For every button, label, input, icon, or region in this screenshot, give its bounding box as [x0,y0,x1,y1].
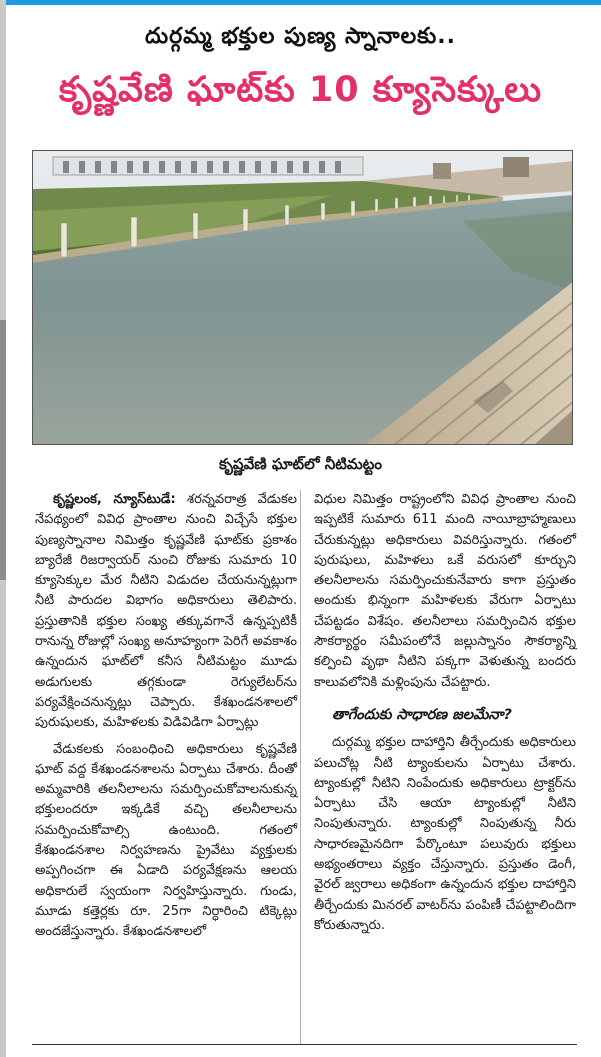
article-text-3: విధుల నిమిత్తం రాష్ట్రంలోని వివిధ ప్రాంతాల నుంచి ఇప్పటికే సుమారు 611 మంది నాయీబ్రాహ్మణులు చేరుకున్నట్లు అధికారులు వివరిస్తున్నారు. గతంలో పురుషులు, మహిళలు ఒకే వరుసలో కూర్చుని తలనీలాలను సమర్పించుకునేవారు కాగా ప్రస్తుతం అందుకు భిన్నంగా మహిళలకు వేరుగా ఏర్పాటు చేపట్టడం విశేషం. తలనీలాలు సమర్పించిన భక్తుల సౌకర్యార్థం సమీపంలోనే జల్లుస్నానం సౌకర్యాన్ని కల్పించి వృథా నీటిని పక్కగా వెళుతున్న బందరు కాలువలోనికి మళ్లింపును చేపట్టారు. [314,492,576,690]
top-accent-rule [0,0,601,5]
kicker-heading: దుర్గమ్మ భక్తుల పుణ్య స్నానాలకు.. [144,24,456,49]
article-text-4: దుర్గమ్మ భక్తుల దాహార్తిని తీర్చేందుకు అధికారులు పలుచోట్ల నీటి ట్యాంకులను ఏర్పాటు చేశారు. ట్యాంకుల్లో నీటిని నింపేందుకు అధికారులు ట్రాక్టర్‌ను ఏర్పాటు చేసి ఆయా ట్యాంకుల్లో నీటిని నింపుతున్నారు. ట్యాంకుల్లో నింపుతున్న నీరు సాధారణమైనదిగా పేర్కొంటూ పలువురు భక్తులు అభ్యంతరాలు వ్యక్తం చేస్తున్నారు. ప్రస్తుతం డెంగీ, వైరల్‌ జ్వరాలు అధికంగా ఉన్నందున భక్తుల దాహార్తిని తీర్చేందుకు మినరల్‌ వాటర్‌ను పంపిణీ చేపట్టాలిందిగా కోరుతున్నారు. [314,735,576,933]
article-paragraph-4 [314,733,576,936]
headline: కృష్ణవేణి ఘాట్‌కు 10 క్యూసెక్కులు [58,70,543,110]
article-paragraph-3 [314,490,576,693]
article-text-1: శరన్నవరాత్ర వేడుకల నేపథ్యంలో వివిధ ప్రాంతాల నుంచి విచ్చేసే భక్తుల పుణ్యస్నానాల నిమిత్తం కృష్ణవేణి ఘాట్‌కు ప్రకాశం బ్యారేజీ రిజర్వాయర్‌ నుంచి రోజుకు సుమారు 10 క్యూసెక్కుల మేర నీటిని విడుదల చేయనున్నట్లుగా నీటి పారుదల విభాగం అధికారులు తెలిపారు. ప్రస్తుతానికి భక్తుల సంఖ్య తక్కువగానే ఉన్నప్పటికీ రానున్న రోజుల్లో సంఖ్య అనూహ్యంగా పెరిగే అవకాశం ఉన్నందున ఘాట్‌లో కనీస నీటిమట్టం మూడు అడుగులకు తగ్గకుండా రెగ్యులేటర్‌ను పర్యవేక్షించనున్నట్లు చెప్పారు. కేశఖండనశాలలో పురుషులకు, మహిళలకు విడివిడిగా ఏర్పాట్లు [35,492,298,731]
article-right-column [314,490,576,936]
article-subheading: తాగేందుకు సాధారణ జలమేనా? [332,706,512,723]
article-left-column [35,490,297,943]
page-left-edge-shadow [0,320,6,580]
bottom-rule [32,1044,577,1045]
article-paragraph-2 [35,740,297,943]
article-text-2: వేడుకలకు సంబంధించి అధికారులు కృష్ణవేణి ఘాట్‌ వద్ద కేశఖండనశాలను ఏర్పాటు చేశారు. దీంతో అమ్మవారికి తలనీలాలను సమర్పించుకోవాలనుకున్న భక్తులందరూ ఇక్కడికే వచ్చి తలనీలాలను సమర్పించుకోవాల్సి ఉంటుంది. గతంలో కేశఖండనశాల నిర్వహణను ప్రైవేటు వ్యక్తులకు అప్పగించగా ఈ ఏడాది పర్యవేక్షణను ఆలయ అధికారులే స్వయంగా నిర్వహిస్తున్నారు. గుండు, మూడు కత్తెర్లకు రూ. 25గా నిర్ధారించి టిక్కెట్లు అందజేస్తున్నారు. కేశఖండనశాలలో [35,741,297,940]
ghat-water-illustration [33,151,573,445]
column-divider [300,490,301,1045]
article-paragraph-1 [35,490,297,734]
news-photo [32,150,573,445]
photo-caption: కృష్ణవేణి ఘాట్‌లో నీటిమట్టం [219,455,382,473]
dateline: కృష్ణలంక, న్యూస్‌టుడే: [53,492,176,507]
